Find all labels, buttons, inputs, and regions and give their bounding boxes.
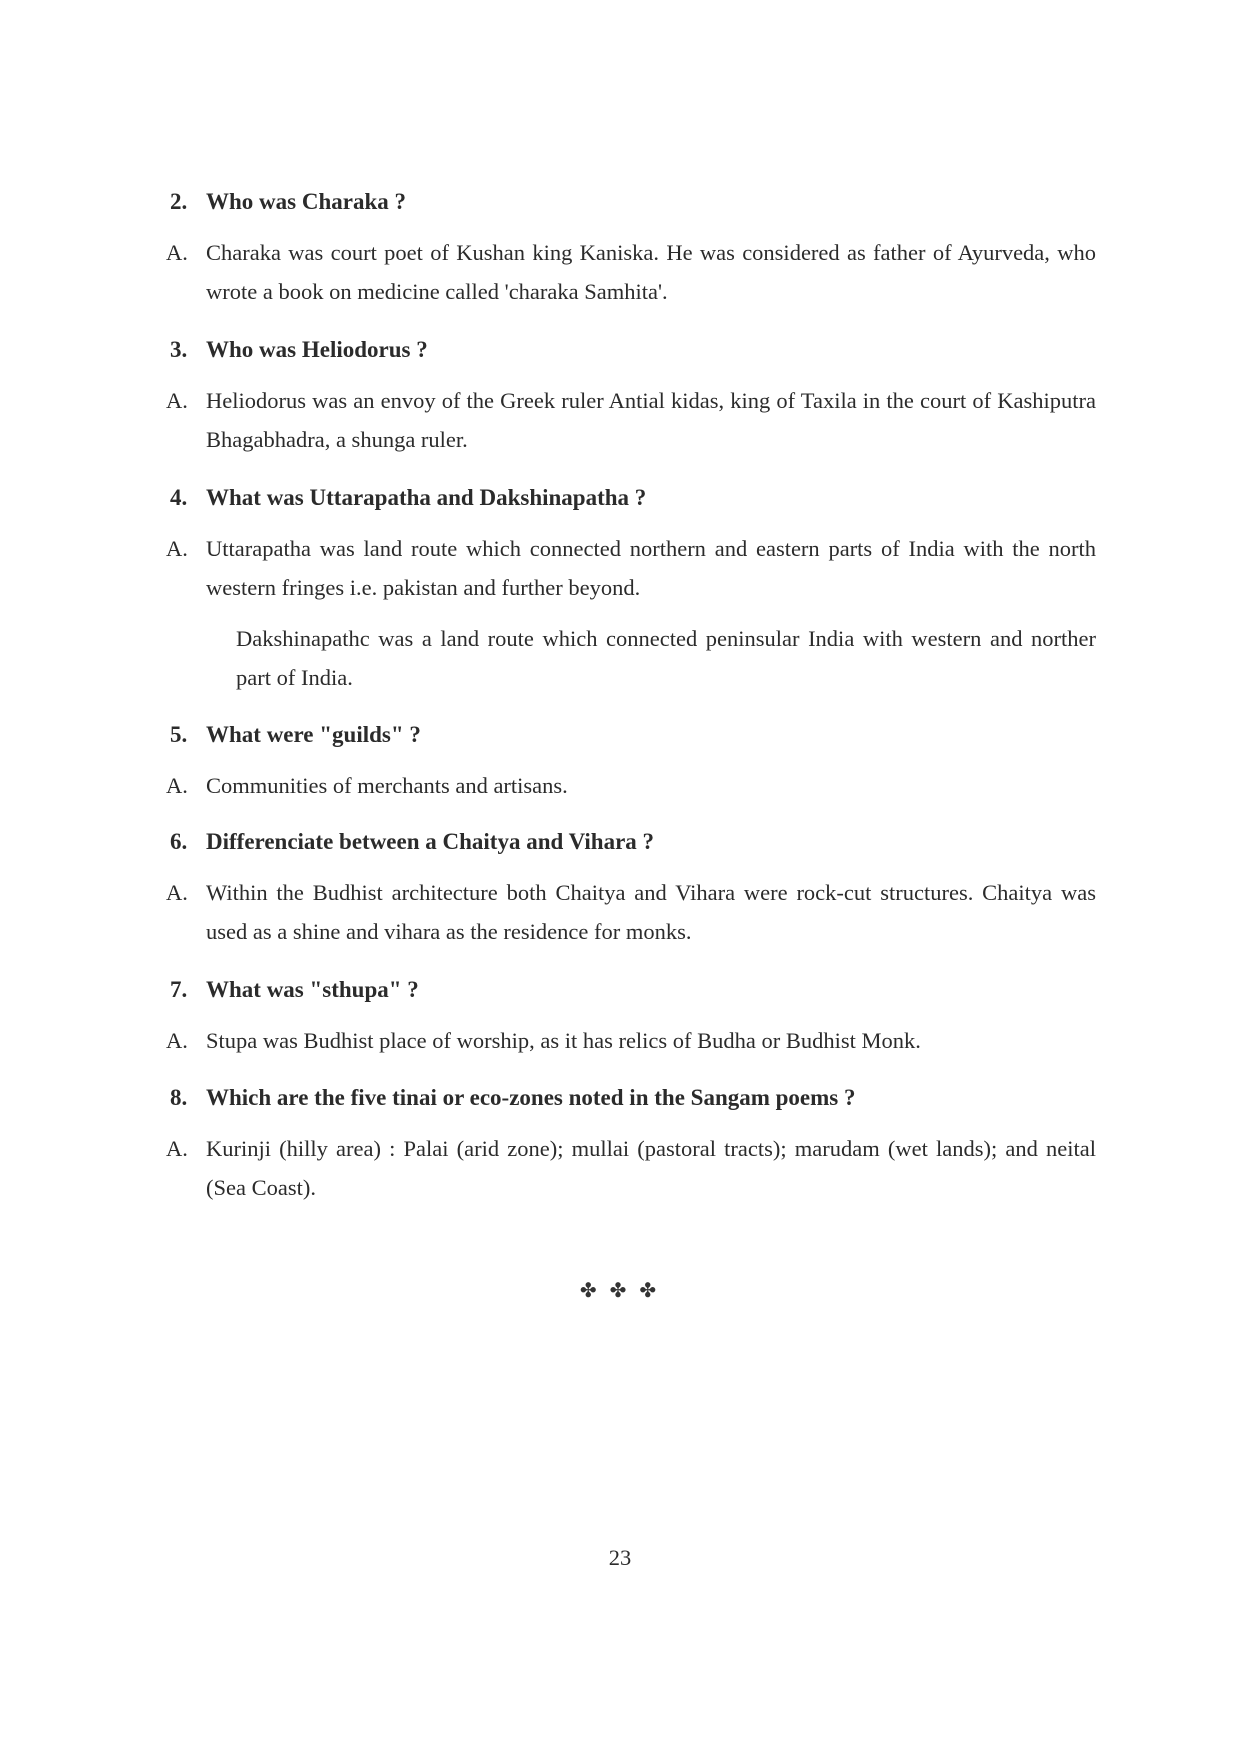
question-text: What was "sthupa" ? — [206, 977, 419, 1002]
qa-item-2 — [166, 182, 1096, 311]
answer-2 — [166, 233, 1096, 311]
question-text: Differenciate between a Chaitya and Vihara ? — [206, 829, 655, 854]
question-5 — [166, 715, 1096, 754]
answer-label: A. — [166, 240, 188, 265]
answer-label: A. — [166, 1136, 188, 1161]
answer-4-continuation: Dakshinapathc was a land route which connected peninsular India with western and norther part of India. — [236, 626, 1096, 690]
answer-6 — [166, 873, 1096, 951]
answer-text: Uttarapatha was land route which connected northern and eastern parts of India with the north western fringes i.e. pakistan and further beyond. — [206, 536, 1096, 600]
section-end-ornament: ✤ ✤ ✤ — [579, 1280, 661, 1302]
answer-text: Within the Budhist architecture both Chaitya and Vihara were rock-cut structures. Chaitya was used as a shine and vihara as the residence for monks. — [206, 880, 1096, 944]
question-6 — [166, 822, 1096, 861]
answer-7 — [166, 1021, 1096, 1060]
answer-label: A. — [166, 388, 188, 413]
qa-item-6 — [166, 822, 1096, 951]
answer-8 — [166, 1129, 1096, 1207]
question-8 — [166, 1078, 1096, 1117]
question-number: 6. — [170, 829, 188, 854]
qa-item-4 — [166, 478, 1096, 697]
answer-text: Heliodorus was an envoy of the Greek ruler Antial kidas, king of Taxila in the court of Kashiputra Bhagabhadra, a shunga ruler. — [206, 388, 1096, 452]
question-text: Who was Heliodorus ? — [206, 337, 428, 362]
answer-text: Kurinji (hilly area) : Palai (arid zone); mullai (pastoral tracts); marudam (wet lands); and neital (Sea Coast). — [206, 1136, 1096, 1200]
question-number: 5. — [170, 722, 188, 747]
question-text: What were "guilds" ? — [206, 722, 421, 747]
question-number: 2. — [170, 189, 188, 214]
answer-label: A. — [166, 880, 188, 905]
question-3 — [166, 330, 1096, 369]
answer-text: Charaka was court poet of Kushan king Kaniska. He was considered as father of Ayurveda, who wrote a book on medicine called 'charaka Samhita'. — [206, 240, 1096, 304]
qa-item-3 — [166, 330, 1096, 459]
qa-item-5 — [166, 715, 1096, 805]
answer-label: A. — [166, 536, 188, 561]
answer-label: A. — [166, 1028, 188, 1053]
qa-item-8 — [166, 1078, 1096, 1207]
answer-label: A. — [166, 773, 188, 798]
question-text: Which are the five tinai or eco-zones noted in the Sangam poems ? — [206, 1085, 856, 1110]
question-7 — [166, 970, 1096, 1009]
question-text: Who was Charaka ? — [206, 189, 407, 214]
question-number: 3. — [170, 337, 188, 362]
question-number: 7. — [170, 977, 188, 1002]
qa-item-7 — [166, 970, 1096, 1060]
question-number: 4. — [170, 485, 188, 510]
answer-3 — [166, 381, 1096, 459]
question-2 — [166, 182, 1096, 221]
answer-5 — [166, 766, 1096, 805]
question-number: 8. — [170, 1085, 188, 1110]
answer-text: Communities of merchants and artisans. — [206, 773, 568, 798]
page-number: 23 — [608, 1545, 632, 1570]
question-4 — [166, 478, 1096, 517]
answer-4 — [166, 529, 1096, 607]
question-text: What was Uttarapatha and Dakshinapatha ? — [206, 485, 647, 510]
answer-text: Stupa was Budhist place of worship, as it has relics of Budha or Budhist Monk. — [206, 1028, 921, 1053]
